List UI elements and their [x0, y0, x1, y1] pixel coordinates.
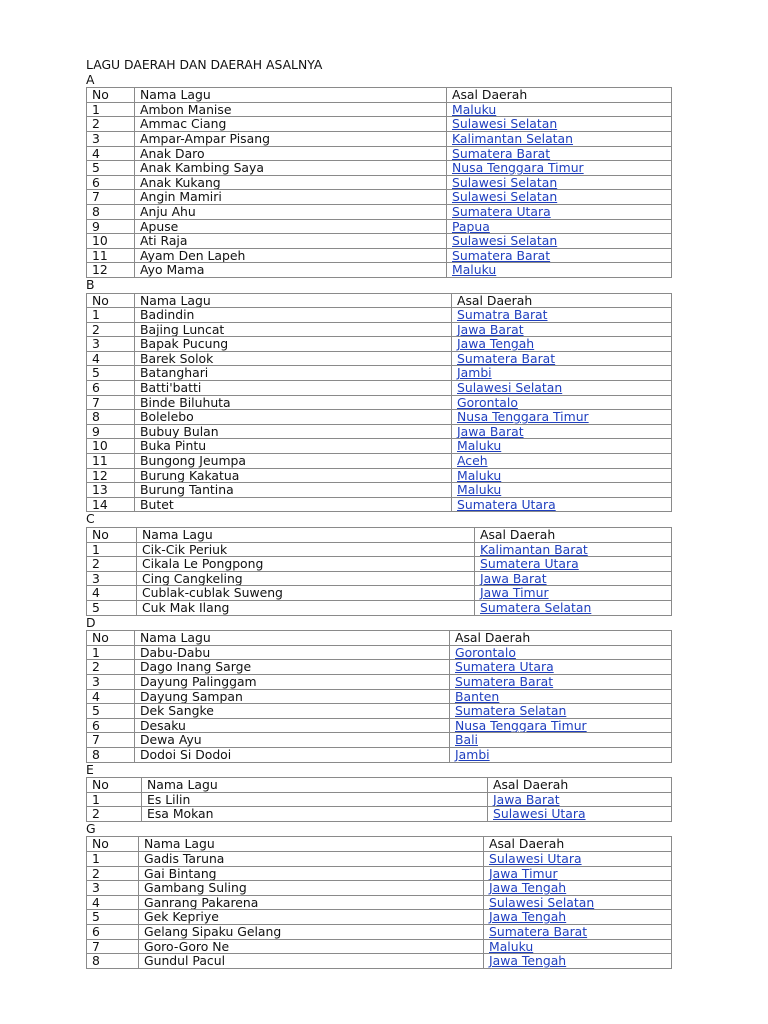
section-letter-c: C	[86, 511, 95, 527]
song-name: Bungong Jeumpa	[135, 454, 452, 469]
song-name: Gadis Taruna	[139, 852, 484, 867]
header-song-name: Nama Lagu	[135, 631, 450, 646]
origin-link[interactable]: Sulawesi Selatan	[452, 381, 672, 396]
song-name: Cing Cangkeling	[137, 571, 475, 586]
song-name: Dek Sangke	[135, 704, 450, 719]
table-row	[87, 497, 672, 512]
table-row	[87, 381, 672, 396]
origin-link[interactable]: Maluku	[452, 439, 672, 454]
origin-link[interactable]: Jambi	[450, 747, 672, 762]
row-number: 3	[87, 674, 135, 689]
row-number: 3	[87, 337, 135, 352]
table-row	[87, 733, 672, 748]
table-row	[87, 351, 672, 366]
origin-link[interactable]: Sumatera Barat	[484, 925, 672, 940]
origin-link[interactable]: Jawa Timur	[475, 586, 672, 601]
header-song-name: Nama Lagu	[135, 293, 452, 308]
row-number: 9	[87, 219, 135, 234]
header-song-name: Nama Lagu	[139, 837, 484, 852]
table-header-row	[87, 837, 672, 852]
origin-link[interactable]: Jawa Barat	[452, 424, 672, 439]
row-number: 12	[87, 263, 135, 278]
document	[86, 58, 672, 969]
song-sections	[86, 73, 672, 969]
origin-link[interactable]: Jawa Barat	[488, 792, 672, 807]
song-name: Dabu-Dabu	[135, 645, 450, 660]
origin-link[interactable]: Sumatera Utara	[447, 204, 672, 219]
origin-link[interactable]: Sumatera Selatan	[475, 600, 672, 615]
table-row	[87, 881, 672, 896]
table-row	[87, 146, 672, 161]
song-name: Anju Ahu	[135, 204, 447, 219]
header-song-name: Nama Lagu	[137, 528, 475, 543]
origin-link[interactable]: Nusa Tenggara Timur	[450, 718, 672, 733]
header-song-name: Nama Lagu	[142, 778, 488, 793]
table-row	[87, 704, 672, 719]
row-number: 10	[87, 439, 135, 454]
table-row	[87, 190, 672, 205]
table-row	[87, 600, 672, 615]
origin-link[interactable]: Gorontalo	[450, 645, 672, 660]
song-name: Gelang Sipaku Gelang	[139, 925, 484, 940]
origin-link[interactable]: Jambi	[452, 366, 672, 381]
header-origin: Asal Daerah	[452, 293, 672, 308]
table-row	[87, 895, 672, 910]
header-origin: Asal Daerah	[450, 631, 672, 646]
origin-link[interactable]: Kalimantan Selatan	[447, 131, 672, 146]
header-no: No	[87, 778, 142, 793]
row-number: 9	[87, 424, 135, 439]
row-number: 7	[87, 939, 139, 954]
origin-link[interactable]: Jawa Barat	[452, 322, 672, 337]
header-no: No	[87, 528, 137, 543]
header-origin: Asal Daerah	[484, 837, 672, 852]
section-letter-d: D	[86, 614, 96, 630]
table-row	[87, 454, 672, 469]
origin-link[interactable]: Maluku	[452, 468, 672, 483]
song-table-b	[86, 293, 672, 513]
origin-link[interactable]: Jawa Tengah	[484, 954, 672, 969]
table-row	[87, 807, 672, 822]
table-row	[87, 117, 672, 132]
row-number: 1	[87, 792, 142, 807]
origin-link[interactable]: Jawa Tengah	[484, 910, 672, 925]
song-name: Dayung Sampan	[135, 689, 450, 704]
origin-link[interactable]: Jawa Tengah	[484, 881, 672, 896]
song-name: Ati Raja	[135, 234, 447, 249]
table-row	[87, 337, 672, 352]
origin-link[interactable]: Sulawesi Selatan	[447, 234, 672, 249]
section-letter-b: B	[86, 276, 95, 292]
origin-link[interactable]: Maluku	[447, 263, 672, 278]
table-row	[87, 571, 672, 586]
table-row	[87, 439, 672, 454]
header-no: No	[87, 837, 139, 852]
song-name: Badindin	[135, 308, 452, 323]
row-number: 3	[87, 881, 139, 896]
row-number: 6	[87, 925, 139, 940]
row-number: 1	[87, 542, 137, 557]
origin-link[interactable]: Sulawesi Selatan	[447, 117, 672, 132]
row-number: 11	[87, 248, 135, 263]
origin-link[interactable]: Jawa Timur	[484, 866, 672, 881]
song-name: Ampar-Ampar Pisang	[135, 131, 447, 146]
row-number: 8	[87, 410, 135, 425]
row-number: 3	[87, 571, 137, 586]
row-number: 1	[87, 102, 135, 117]
table-row	[87, 689, 672, 704]
table-row	[87, 395, 672, 410]
origin-link[interactable]: Gorontalo	[452, 395, 672, 410]
origin-link[interactable]: Sulawesi Selatan	[447, 175, 672, 190]
table-row	[87, 102, 672, 117]
song-name: Butet	[135, 497, 452, 512]
table-row	[87, 468, 672, 483]
table-row	[87, 175, 672, 190]
origin-link[interactable]: Sumatera Barat	[447, 146, 672, 161]
song-name: Gundul Pacul	[139, 954, 484, 969]
row-number: 7	[87, 190, 135, 205]
table-row	[87, 747, 672, 762]
song-name: Bolelebo	[135, 410, 452, 425]
song-name: Goro-Goro Ne	[139, 939, 484, 954]
song-name: Dodoi Si Dodoi	[135, 747, 450, 762]
song-name: Anak Kukang	[135, 175, 447, 190]
table-row	[87, 424, 672, 439]
song-name: Ammac Ciang	[135, 117, 447, 132]
row-number: 5	[87, 910, 139, 925]
table-row	[87, 161, 672, 176]
song-name: Cik-Cik Periuk	[137, 542, 475, 557]
table-header-row	[87, 778, 672, 793]
row-number: 14	[87, 497, 135, 512]
table-row	[87, 263, 672, 278]
origin-link[interactable]: Sulawesi Selatan	[484, 895, 672, 910]
row-number: 5	[87, 600, 137, 615]
song-name: Burung Tantina	[135, 483, 452, 498]
song-name: Burung Kakatua	[135, 468, 452, 483]
row-number: 1	[87, 645, 135, 660]
table-row	[87, 866, 672, 881]
table-header-row	[87, 88, 672, 103]
row-number: 10	[87, 234, 135, 249]
song-name: Binde Biluhuta	[135, 395, 452, 410]
origin-link[interactable]: Nusa Tenggara Timur	[452, 410, 672, 425]
origin-link[interactable]: Sumatera Utara	[450, 660, 672, 675]
table-row	[87, 219, 672, 234]
origin-link[interactable]: Sulawesi Utara	[484, 852, 672, 867]
origin-link[interactable]: Sumatera Barat	[450, 674, 672, 689]
header-origin: Asal Daerah	[488, 778, 672, 793]
song-name: Cikala Le Pongpong	[137, 557, 475, 572]
header-song-name: Nama Lagu	[135, 88, 447, 103]
origin-link[interactable]: Sumatera Utara	[475, 557, 672, 572]
song-table-e	[86, 777, 672, 822]
song-name: Dewa Ayu	[135, 733, 450, 748]
table-row	[87, 557, 672, 572]
table-row	[87, 954, 672, 969]
table-row	[87, 852, 672, 867]
row-number: 4	[87, 586, 137, 601]
row-number: 8	[87, 204, 135, 219]
document-title: LAGU DAERAH DAN DAERAH ASALNYA	[86, 57, 323, 72]
table-row	[87, 410, 672, 425]
song-name: Bapak Pucung	[135, 337, 452, 352]
row-number: 2	[87, 117, 135, 132]
row-number: 7	[87, 395, 135, 410]
row-number: 2	[87, 807, 142, 822]
row-number: 1	[87, 308, 135, 323]
row-number: 2	[87, 322, 135, 337]
row-number: 8	[87, 954, 139, 969]
origin-link[interactable]: Jawa Barat	[475, 571, 672, 586]
song-name: Ayo Mama	[135, 263, 447, 278]
song-table-g	[86, 836, 672, 968]
row-number: 1	[87, 852, 139, 867]
row-number: 7	[87, 733, 135, 748]
row-number: 2	[87, 557, 137, 572]
song-name: Cuk Mak Ilang	[137, 600, 475, 615]
table-header-row	[87, 631, 672, 646]
song-name: Gambang Suling	[139, 881, 484, 896]
origin-link[interactable]: Sumatera Selatan	[450, 704, 672, 719]
song-name: Dayung Palinggam	[135, 674, 450, 689]
song-table-a	[86, 87, 672, 278]
song-name: Batanghari	[135, 366, 452, 381]
table-row	[87, 674, 672, 689]
table-header-row	[87, 528, 672, 543]
origin-link[interactable]: Bali	[450, 733, 672, 748]
song-name: Anak Daro	[135, 146, 447, 161]
origin-link[interactable]: Sulawesi Utara	[488, 807, 672, 822]
row-number: 11	[87, 454, 135, 469]
song-name: Bubuy Bulan	[135, 424, 452, 439]
origin-link[interactable]: Sumatera Utara	[452, 497, 672, 512]
row-number: 2	[87, 660, 135, 675]
row-number: 8	[87, 747, 135, 762]
origin-link[interactable]: Nusa Tenggara Timur	[447, 161, 672, 176]
song-name: Barek Solok	[135, 351, 452, 366]
row-number: 5	[87, 161, 135, 176]
origin-link[interactable]: Maluku	[484, 939, 672, 954]
table-row	[87, 645, 672, 660]
header-no: No	[87, 293, 135, 308]
table-row	[87, 925, 672, 940]
song-name: Apuse	[135, 219, 447, 234]
table-row	[87, 910, 672, 925]
table-row	[87, 718, 672, 733]
song-name: Buka Pintu	[135, 439, 452, 454]
section-letter-g: G	[86, 820, 96, 836]
table-row	[87, 483, 672, 498]
row-number: 2	[87, 866, 139, 881]
row-number: 5	[87, 704, 135, 719]
table-row	[87, 792, 672, 807]
song-table-d	[86, 630, 672, 762]
header-no: No	[87, 631, 135, 646]
song-name: Angin Mamiri	[135, 190, 447, 205]
table-row	[87, 204, 672, 219]
row-number: 5	[87, 366, 135, 381]
header-origin: Asal Daerah	[447, 88, 672, 103]
row-number: 6	[87, 718, 135, 733]
table-header-row	[87, 293, 672, 308]
section-letter-e: E	[86, 761, 94, 777]
song-name: Ayam Den Lapeh	[135, 248, 447, 263]
table-row	[87, 234, 672, 249]
origin-link[interactable]: Banten	[450, 689, 672, 704]
origin-link[interactable]: Sumatra Barat	[452, 308, 672, 323]
song-name: Anak Kambing Saya	[135, 161, 447, 176]
origin-link[interactable]: Kalimantan Barat	[475, 542, 672, 557]
row-number: 13	[87, 483, 135, 498]
table-row	[87, 586, 672, 601]
song-name: Gek Kepriye	[139, 910, 484, 925]
header-origin: Asal Daerah	[475, 528, 672, 543]
table-row	[87, 542, 672, 557]
row-number: 4	[87, 895, 139, 910]
table-row	[87, 366, 672, 381]
header-no: No	[87, 88, 135, 103]
row-number: 4	[87, 351, 135, 366]
row-number: 4	[87, 689, 135, 704]
row-number: 6	[87, 381, 135, 396]
origin-link[interactable]: Jawa Tengah	[452, 337, 672, 352]
origin-link[interactable]: Maluku	[447, 102, 672, 117]
song-name: Dago Inang Sarge	[135, 660, 450, 675]
table-row	[87, 308, 672, 323]
origin-link[interactable]: Maluku	[452, 483, 672, 498]
origin-link[interactable]: Sulawesi Selatan	[447, 190, 672, 205]
song-name: Ambon Manise	[135, 102, 447, 117]
song-table-c	[86, 527, 672, 616]
row-number: 4	[87, 146, 135, 161]
origin-link[interactable]: Papua	[447, 219, 672, 234]
table-row	[87, 131, 672, 146]
song-name: Ganrang Pakarena	[139, 895, 484, 910]
origin-link[interactable]: Sumatera Barat	[447, 248, 672, 263]
section-letter-a: A	[86, 71, 95, 87]
origin-link[interactable]: Aceh	[452, 454, 672, 469]
song-name: Bajing Luncat	[135, 322, 452, 337]
table-row	[87, 939, 672, 954]
song-name: Batti'batti	[135, 381, 452, 396]
song-name: Esa Mokan	[142, 807, 488, 822]
table-row	[87, 248, 672, 263]
song-name: Cublak-cublak Suweng	[137, 586, 475, 601]
row-number: 3	[87, 131, 135, 146]
song-name: Es Lilin	[142, 792, 488, 807]
row-number: 6	[87, 175, 135, 190]
song-name: Desaku	[135, 718, 450, 733]
row-number: 12	[87, 468, 135, 483]
table-row	[87, 660, 672, 675]
origin-link[interactable]: Sumatera Barat	[452, 351, 672, 366]
song-name: Gai Bintang	[139, 866, 484, 881]
table-row	[87, 322, 672, 337]
